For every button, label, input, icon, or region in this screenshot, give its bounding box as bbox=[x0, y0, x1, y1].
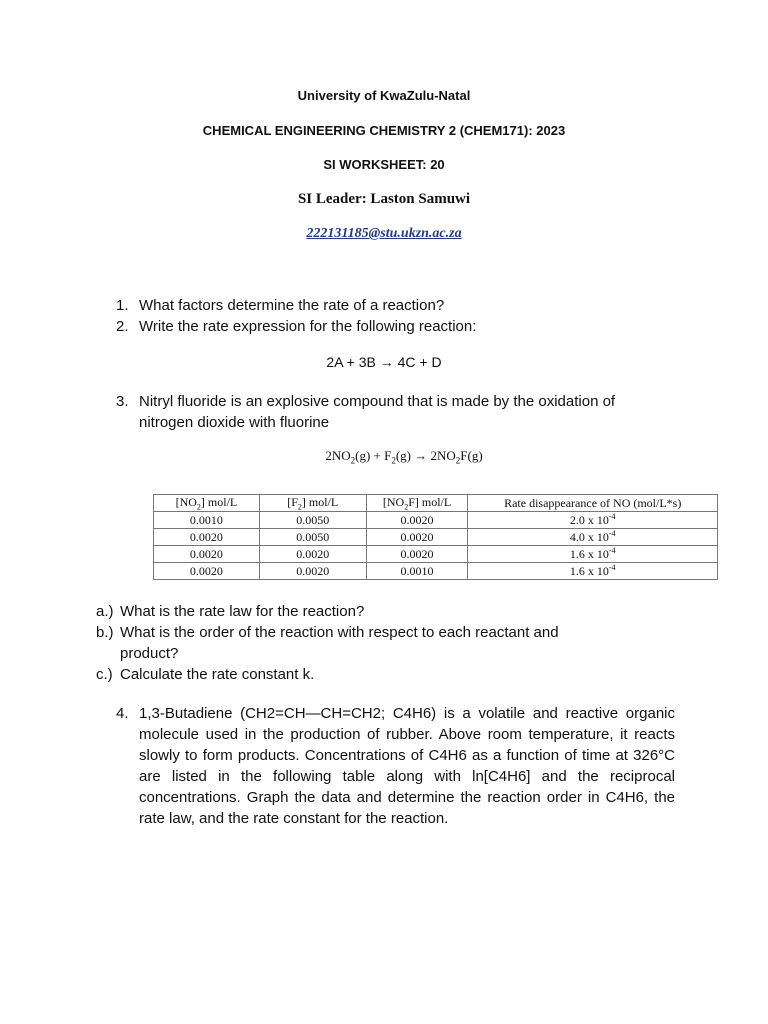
cell-no2f: 0.0020 bbox=[366, 512, 468, 529]
cell-no2: 0.0020 bbox=[154, 563, 260, 580]
header-no2 bbox=[154, 495, 260, 512]
table-header-row bbox=[154, 495, 718, 512]
question-number: 1. bbox=[116, 297, 129, 314]
eq-part: (g) + F bbox=[355, 448, 392, 463]
cell-rate bbox=[468, 563, 718, 580]
cell-no2f: 0.0020 bbox=[366, 529, 468, 546]
question-number: 2. bbox=[116, 318, 129, 335]
eq-part: F(g) bbox=[460, 448, 483, 463]
si-leader: SI Leader: Laston Samuwi bbox=[297, 191, 471, 207]
part-text: What is the order of the reaction with respect to each reactant and bbox=[120, 624, 559, 641]
table-row bbox=[154, 529, 718, 546]
cell-f2: 0.0050 bbox=[259, 529, 366, 546]
question-number: 4. bbox=[116, 705, 129, 722]
eq-part: 2NO bbox=[325, 448, 351, 463]
header-text: [F bbox=[287, 495, 298, 509]
reaction-equation: 2A + 3B → 4C + D bbox=[326, 354, 442, 370]
header-subscript: 2 bbox=[404, 502, 409, 512]
cell-no2: 0.0010 bbox=[154, 512, 260, 529]
rate-exponent: -4 bbox=[608, 512, 616, 522]
cell-no2f: 0.0010 bbox=[366, 563, 468, 580]
eq-subscript: 2 bbox=[391, 455, 396, 466]
cell-rate bbox=[468, 546, 718, 563]
header-subscript: 2 bbox=[196, 502, 201, 512]
cell-f2: 0.0020 bbox=[259, 546, 366, 563]
header-f2 bbox=[259, 495, 366, 512]
university-name: University of KwaZulu-Natal bbox=[297, 88, 471, 103]
header-no2f bbox=[366, 495, 468, 512]
cell-no2: 0.0020 bbox=[154, 546, 260, 563]
table-row bbox=[154, 546, 718, 563]
rate-mantissa: 1.6 x 10 bbox=[569, 564, 609, 579]
header-text: ] mol/L bbox=[301, 495, 339, 509]
header-text: F] mol/L bbox=[408, 495, 452, 509]
question-text: What factors determine the rate of a reaction? bbox=[139, 297, 445, 314]
part-text: Calculate the rate constant k. bbox=[120, 666, 315, 683]
question-text: Nitryl fluoride is an explosive compound that is made by the oxidation of nitrogen dioxide with fluorine bbox=[139, 393, 616, 431]
nitryl-fluoride-equation bbox=[0, 448, 768, 466]
eq-subscript: 2 bbox=[455, 455, 461, 466]
cell-no2f: 0.0020 bbox=[366, 546, 468, 563]
eq-part: (g) → 2NO bbox=[395, 448, 456, 463]
header-rate bbox=[468, 495, 718, 512]
rate-mantissa: 4.0 x 10 bbox=[569, 530, 609, 545]
part-text-continued: product? bbox=[120, 645, 179, 662]
header-subscript: 2 bbox=[297, 502, 302, 512]
worksheet-number: SI WORKSHEET: 20 bbox=[323, 157, 445, 172]
part-label: b.) bbox=[96, 624, 114, 641]
question-text: Write the rate expression for the following reaction: bbox=[139, 318, 477, 335]
cell-no2: 0.0020 bbox=[154, 529, 260, 546]
header-text: [NO bbox=[382, 495, 405, 509]
cell-rate bbox=[468, 529, 718, 546]
cell-f2: 0.0020 bbox=[259, 563, 366, 580]
rate-data-table bbox=[153, 494, 718, 580]
email-link[interactable]: 222131185@stu.ukzn.ac.za bbox=[306, 226, 462, 241]
part-text: What is the rate law for the reaction? bbox=[120, 603, 365, 620]
part-label: a.) bbox=[96, 603, 114, 620]
header-text: Rate disappearance of NO (mol/L*s) bbox=[504, 495, 682, 510]
rate-exponent: -4 bbox=[608, 563, 616, 573]
email-line bbox=[0, 226, 768, 242]
rate-mantissa: 2.0 x 10 bbox=[569, 513, 609, 528]
rate-exponent: -4 bbox=[608, 546, 616, 556]
part-label: c.) bbox=[96, 666, 113, 683]
table-row bbox=[154, 512, 718, 529]
rate-exponent: -4 bbox=[608, 529, 616, 539]
question-text: 1,3-Butadiene (CH2=CH—CH=CH2; C4H6) is a volatile and reactive organic molecule used in the production of rubber. Above room temperature, it reacts slowly to form products. Concentrations of C4H6 as a function of time at 326°C are listed in the following table along with ln[C4H6] and the reciprocal concentrations. Graph the data and determine the reaction order in C4H6, the rate law, and the rate constant for the reaction. bbox=[139, 705, 675, 827]
question-number: 3. bbox=[116, 393, 129, 410]
cell-rate bbox=[468, 512, 718, 529]
cell-f2: 0.0050 bbox=[259, 512, 366, 529]
course-title: CHEMICAL ENGINEERING CHEMISTRY 2 (CHEM171): 2023 bbox=[202, 123, 566, 138]
table-row bbox=[154, 563, 718, 580]
header-text: [NO bbox=[175, 495, 197, 509]
rate-mantissa: 1.6 x 10 bbox=[569, 547, 609, 562]
header-text: ] mol/L bbox=[200, 495, 238, 509]
eq-subscript: 2 bbox=[350, 455, 356, 466]
